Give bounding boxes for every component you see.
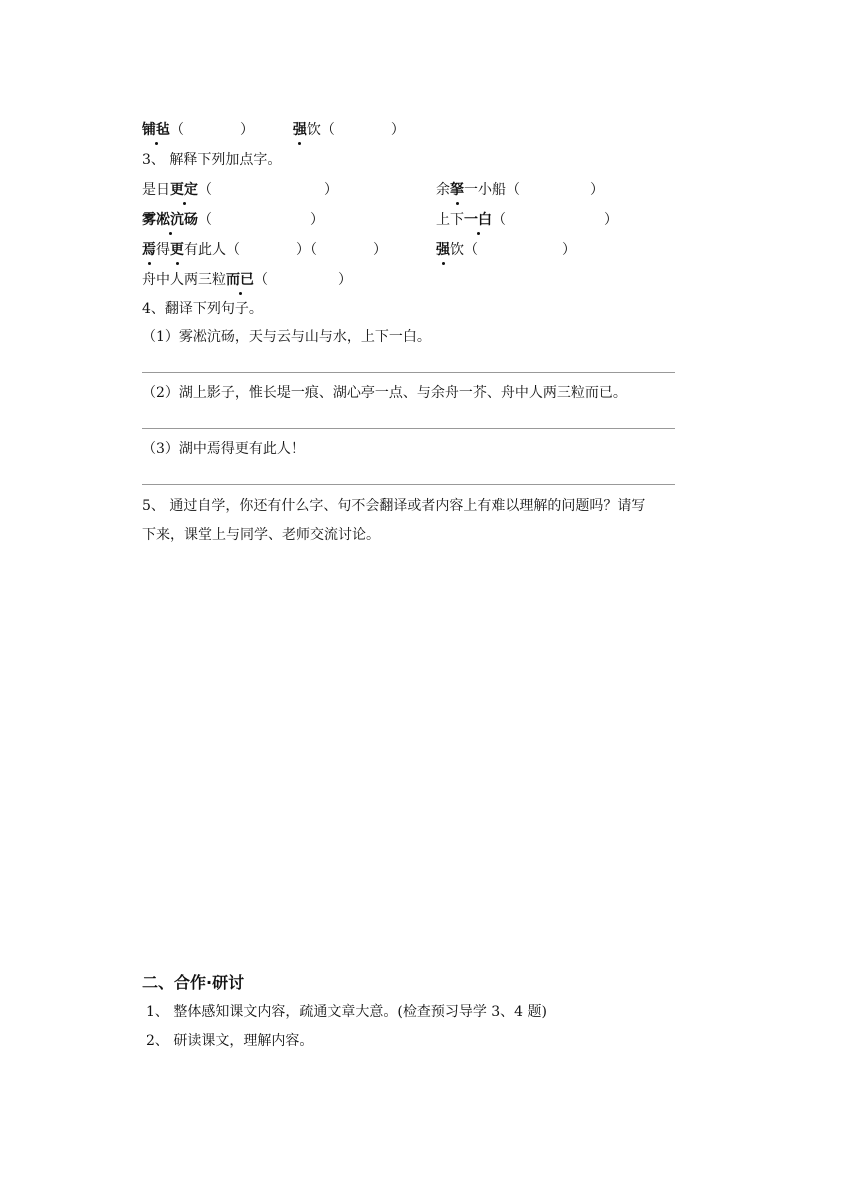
answer-line (142, 372, 675, 373)
answer-line (142, 428, 675, 429)
q3-row-2 (142, 210, 742, 230)
dotted-word: 铺毡 (142, 122, 170, 138)
q5-line-2: 下来，课堂上与同学、老师交流讨论。 (142, 527, 380, 543)
dotted-word: 强 (292, 122, 307, 138)
answer-blank: 一小船（ ） (464, 182, 604, 198)
section-heading: 二、合作·研讨 (142, 973, 245, 992)
dotted-word: 更 (170, 242, 184, 258)
answer-blank: （ ） (198, 182, 338, 198)
q4-sentence-1: （1）雾凇沆砀，天与云与山与水，上下一白。 (142, 329, 431, 345)
plain-text: 得 (156, 242, 170, 258)
answer-blank: （ ） (254, 272, 352, 288)
dotted-word: 而已 (226, 272, 254, 288)
answer-blank: （ ） (198, 212, 324, 228)
q4-sentence-3: （3）湖中焉得更有此人！ (142, 441, 305, 457)
answer-blank: 饮（ ） (450, 242, 576, 258)
q4-sentence-2: （2）湖上影子，惟长堤一痕、湖心亭一点、与余舟一芥、舟中人两三粒而已。 (142, 385, 627, 401)
plain-text: 上下 (436, 212, 464, 228)
dotted-word: 更定 (170, 182, 198, 198)
answer-blank: 有此人（ ）（ ） (184, 242, 387, 258)
answer-blank: （ ） (492, 212, 618, 228)
answer-blank: （ ） (170, 122, 254, 138)
q4-title: 4、翻译下列句子。 (142, 301, 263, 317)
section2-item-2: 2、 研读课文，理解内容。 (146, 1033, 314, 1049)
q5-line-1: 5、 通过自学，你还有什么字、句不会翻译或者内容上有难以理解的问题吗？请写 (142, 498, 646, 514)
dotted-word: 一白 (464, 212, 492, 228)
plain-text: 余 (436, 182, 450, 198)
dotted-word: 焉 (142, 242, 156, 258)
dotted-word: 强 (436, 242, 450, 258)
q3-title: 3、 解释下列加点字。 (142, 152, 282, 168)
dotted-word: 雾凇沆砀 (142, 212, 198, 228)
dotted-word: 拏 (450, 182, 464, 198)
q3-row-3 (142, 240, 742, 260)
q3-row-1 (142, 180, 742, 200)
plain-text: 是日 (142, 182, 170, 198)
answer-line (142, 484, 675, 485)
vocab-row (142, 120, 405, 140)
answer-blank: 饮（ ） (306, 122, 405, 138)
plain-text: 舟中人两三粒 (142, 272, 226, 288)
section2-item-1: 1、 整体感知课文内容，疏通文章大意。(检查预习导学 3、4 题) (146, 1004, 547, 1020)
q3-row-4 (142, 270, 352, 290)
